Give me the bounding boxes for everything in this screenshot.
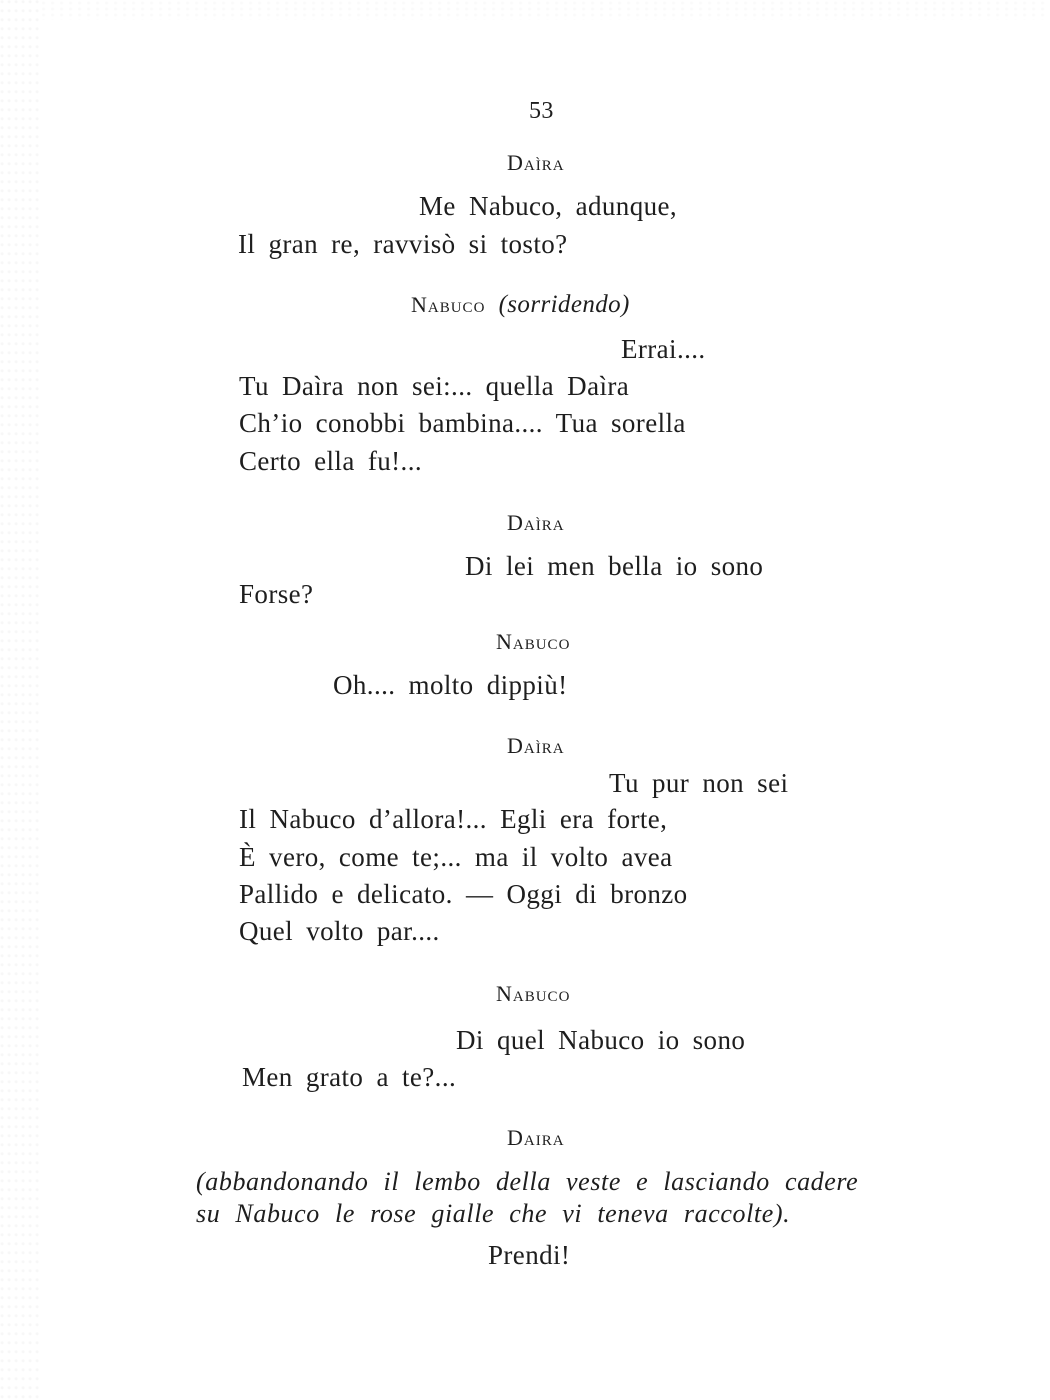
speaker-nabuco-2: Nabuco — [411, 292, 486, 317]
verse-line: Tu Daìra non sei:... quella Daìra — [239, 371, 630, 401]
stage-direction-line: su Nabuco le rose gialle che vi teneva raccolte). — [196, 1199, 791, 1228]
verse-line: Oh.... molto dippiù! — [333, 670, 568, 700]
verse-line: Pallido e delicato. — Oggi di bronzo — [239, 879, 688, 909]
verse-line: Il gran re, ravvisò si tosto? — [238, 229, 568, 259]
verse-line: Di lei men bella io sono — [465, 551, 764, 581]
verse-line: Men grato a te?... — [242, 1062, 457, 1092]
verse-line: Il Nabuco d’allora!... Egli era forte, — [239, 804, 668, 834]
verse-line: Prendi! — [488, 1240, 571, 1270]
verse-line: Me Nabuco, adunque, — [419, 191, 678, 221]
page-top-speckle — [40, 0, 1050, 20]
verse-line: Certo ella fu!... — [239, 446, 422, 476]
speaker-daira-1: Daìra — [507, 150, 565, 175]
verse-line: Tu pur non sei — [609, 768, 789, 798]
speaker-nabuco-with-direction — [411, 288, 630, 320]
speaker-daira-3: Daìra — [507, 510, 565, 535]
verse-line: Ch’io conobbi bambina.... Tua sorella — [239, 408, 686, 438]
verse-line: Forse? — [239, 579, 314, 609]
verse-line: È vero, come te;... ma il volto avea — [239, 842, 673, 872]
speaker-daira-5: Daìra — [507, 733, 565, 758]
verse-line: Di quel Nabuco io sono — [456, 1025, 746, 1055]
stage-direction-inline: (sorridendo) — [498, 291, 630, 318]
stage-direction-line: (abbandonando il lembo della veste e lasciando cadere — [196, 1167, 859, 1196]
speaker-daira-7: Daira — [507, 1125, 565, 1150]
page-edge-speckle — [0, 0, 40, 1400]
speaker-nabuco-6: Nabuco — [496, 981, 571, 1006]
verse-line: Errai.... — [621, 334, 706, 364]
page-number: 53 — [529, 98, 554, 124]
verse-line: Quel volto par.... — [239, 916, 440, 946]
speaker-nabuco-4: Nabuco — [496, 629, 571, 654]
